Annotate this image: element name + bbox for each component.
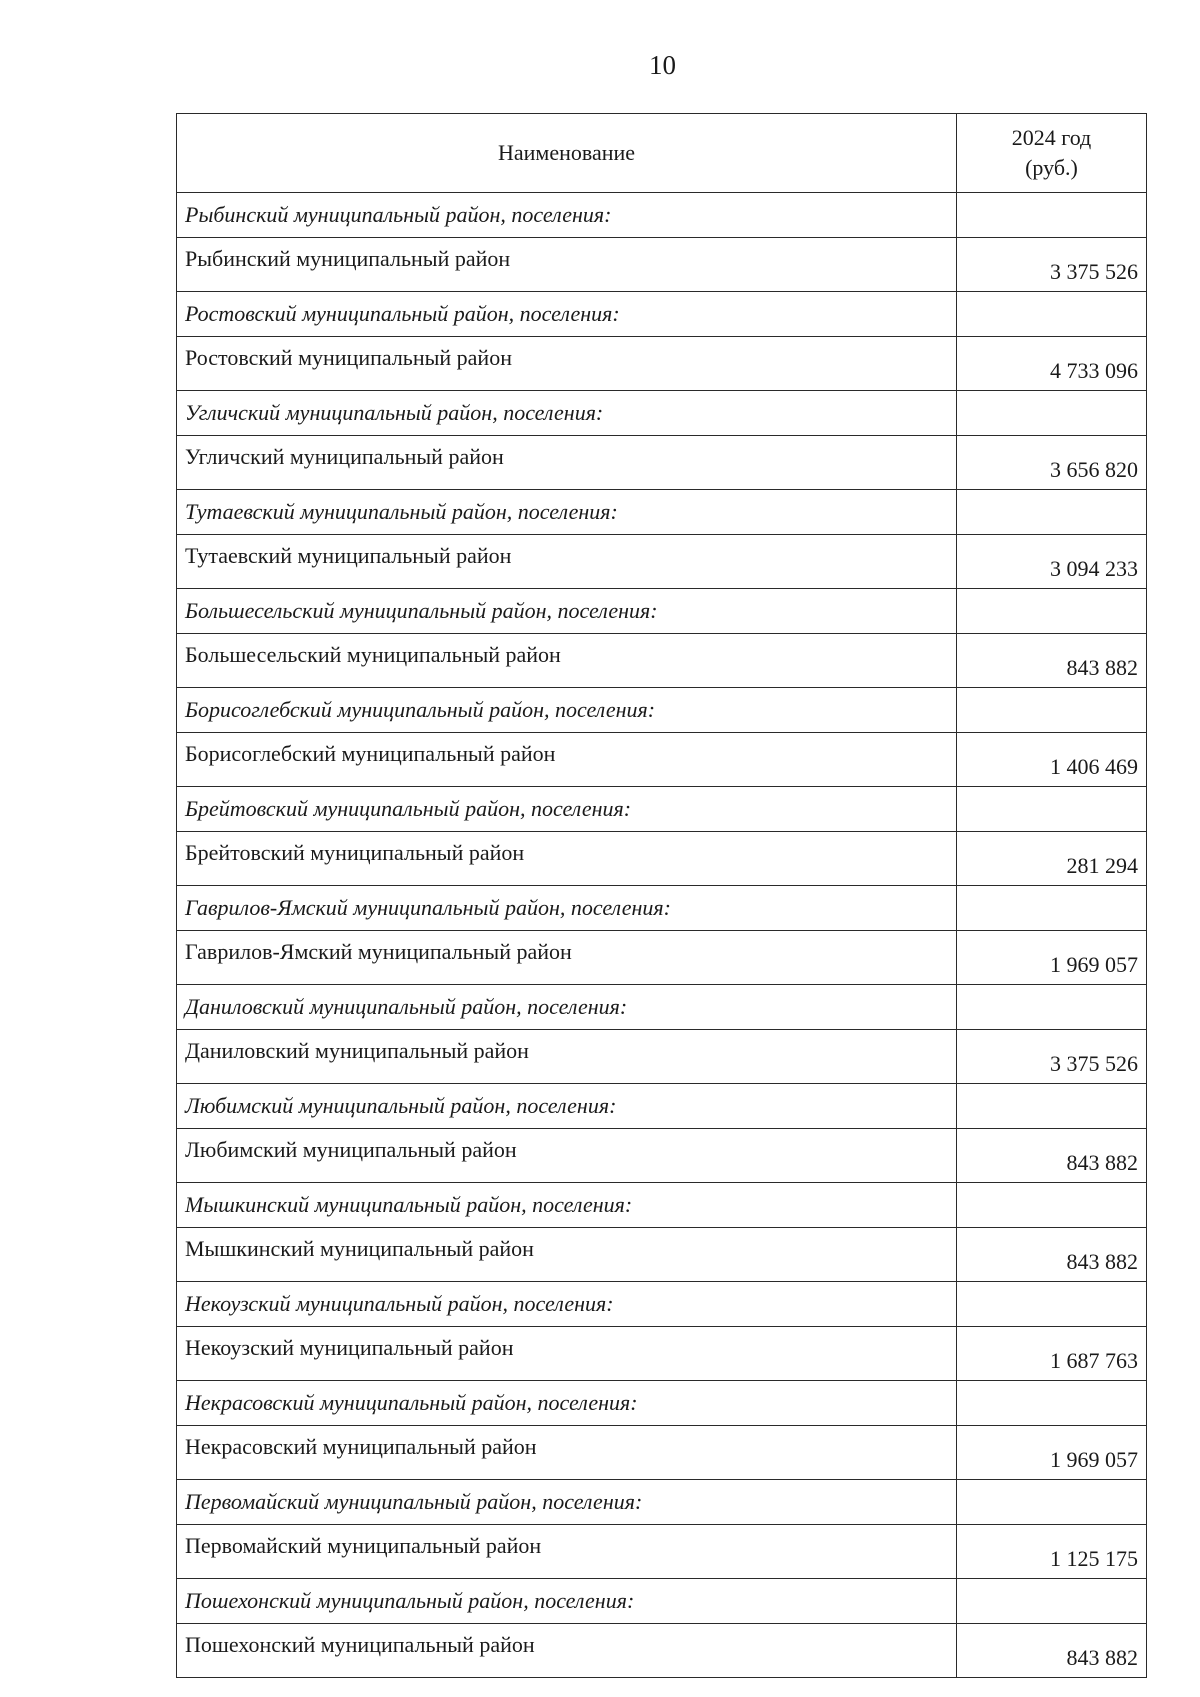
table-row-district (177, 931, 1147, 985)
district-amount-cell: 1 406 469 (957, 733, 1147, 787)
table-row-district (177, 1426, 1147, 1480)
group-empty-value-cell (957, 787, 1147, 832)
district-amount-cell: 3 375 526 (957, 238, 1147, 292)
district-name-cell: Угличский муниципальный район (177, 436, 957, 490)
table-row-district (177, 1228, 1147, 1282)
header-name: Наименование (177, 114, 957, 193)
group-empty-value-cell (957, 688, 1147, 733)
group-label-cell: Любимский муниципальный район, поселения: (177, 1084, 957, 1129)
budget-table (176, 113, 1147, 1678)
district-amount-cell: 843 882 (957, 1624, 1147, 1678)
table-row-district (177, 238, 1147, 292)
group-empty-value-cell (957, 1480, 1147, 1525)
table-row-group-label (177, 886, 1147, 931)
group-empty-value-cell (957, 886, 1147, 931)
district-name-cell: Некрасовский муниципальный район (177, 1426, 957, 1480)
table-header-row (177, 114, 1147, 193)
group-label-cell: Гаврилов-Ямский муниципальный район, поселения: (177, 886, 957, 931)
group-empty-value-cell (957, 985, 1147, 1030)
group-label-cell: Мышкинский муниципальный район, поселения: (177, 1183, 957, 1228)
table-row-group-label (177, 1282, 1147, 1327)
group-label-cell: Большесельский муниципальный район, поселения: (177, 589, 957, 634)
district-amount-cell: 843 882 (957, 1129, 1147, 1183)
group-empty-value-cell (957, 1183, 1147, 1228)
group-empty-value-cell (957, 193, 1147, 238)
table-row-district (177, 1624, 1147, 1678)
table-row-group-label (177, 1579, 1147, 1624)
district-name-cell: Некоузский муниципальный район (177, 1327, 957, 1381)
table-row-district (177, 832, 1147, 886)
district-name-cell: Мышкинский муниципальный район (177, 1228, 957, 1282)
table-row-group-label (177, 787, 1147, 832)
table-row-group-label (177, 1084, 1147, 1129)
table-body (177, 193, 1147, 1678)
district-amount-cell: 843 882 (957, 634, 1147, 688)
budget-table-container (176, 113, 1146, 1678)
group-label-cell: Рыбинский муниципальный район, поселения: (177, 193, 957, 238)
group-empty-value-cell (957, 490, 1147, 535)
group-label-cell: Некрасовский муниципальный район, поселения: (177, 1381, 957, 1426)
group-label-cell: Брейтовский муниципальный район, поселения: (177, 787, 957, 832)
table-row-group-label (177, 490, 1147, 535)
table-row-group-label (177, 391, 1147, 436)
table-row-district (177, 733, 1147, 787)
group-empty-value-cell (957, 292, 1147, 337)
page-number: 10 (649, 50, 676, 80)
district-name-cell: Пошехонский муниципальный район (177, 1624, 957, 1678)
district-amount-cell: 843 882 (957, 1228, 1147, 1282)
group-label-cell: Ростовский муниципальный район, поселения: (177, 292, 957, 337)
table-row-group-label (177, 1183, 1147, 1228)
district-name-cell: Ростовский муниципальный район (177, 337, 957, 391)
district-amount-cell: 281 294 (957, 832, 1147, 886)
district-amount-cell: 3 094 233 (957, 535, 1147, 589)
table-row-group-label (177, 1381, 1147, 1426)
table-row-district (177, 1327, 1147, 1381)
group-label-cell: Первомайский муниципальный район, поселения: (177, 1480, 957, 1525)
table-row-group-label (177, 193, 1147, 238)
district-name-cell: Брейтовский муниципальный район (177, 832, 957, 886)
group-empty-value-cell (957, 1282, 1147, 1327)
header-value-year: 2024 год (1011, 125, 1092, 150)
header-value-unit: (руб.) (1025, 155, 1078, 180)
district-name-cell: Гаврилов-Ямский муниципальный район (177, 931, 957, 985)
district-name-cell: Большесельский муниципальный район (177, 634, 957, 688)
table-row-district (177, 1129, 1147, 1183)
header-value (957, 114, 1147, 193)
district-amount-cell: 1 125 175 (957, 1525, 1147, 1579)
table-row-group-label (177, 688, 1147, 733)
table-row-group-label (177, 1480, 1147, 1525)
district-name-cell: Тутаевский муниципальный район (177, 535, 957, 589)
district-name-cell: Рыбинский муниципальный район (177, 238, 957, 292)
table-row-district (177, 337, 1147, 391)
group-label-cell: Пошехонский муниципальный район, поселения: (177, 1579, 957, 1624)
table-row-district (177, 436, 1147, 490)
group-label-cell: Борисоглебский муниципальный район, поселения: (177, 688, 957, 733)
group-empty-value-cell (957, 1381, 1147, 1426)
district-name-cell: Первомайский муниципальный район (177, 1525, 957, 1579)
district-amount-cell: 1 969 057 (957, 1426, 1147, 1480)
table-row-district (177, 535, 1147, 589)
group-empty-value-cell (957, 589, 1147, 634)
group-empty-value-cell (957, 1084, 1147, 1129)
district-amount-cell: 3 375 526 (957, 1030, 1147, 1084)
district-amount-cell: 3 656 820 (957, 436, 1147, 490)
group-label-cell: Тутаевский муниципальный район, поселения: (177, 490, 957, 535)
group-empty-value-cell (957, 391, 1147, 436)
table-row-group-label (177, 292, 1147, 337)
district-amount-cell: 1 969 057 (957, 931, 1147, 985)
district-name-cell: Любимский муниципальный район (177, 1129, 957, 1183)
district-amount-cell: 4 733 096 (957, 337, 1147, 391)
district-name-cell: Борисоглебский муниципальный район (177, 733, 957, 787)
group-label-cell: Даниловский муниципальный район, поселения: (177, 985, 957, 1030)
group-empty-value-cell (957, 1579, 1147, 1624)
table-row-district (177, 634, 1147, 688)
district-amount-cell: 1 687 763 (957, 1327, 1147, 1381)
district-name-cell: Даниловский муниципальный район (177, 1030, 957, 1084)
group-label-cell: Некоузский муниципальный район, поселения: (177, 1282, 957, 1327)
group-label-cell: Угличский муниципальный район, поселения: (177, 391, 957, 436)
table-row-district (177, 1030, 1147, 1084)
table-row-district (177, 1525, 1147, 1579)
table-row-group-label (177, 985, 1147, 1030)
table-row-group-label (177, 589, 1147, 634)
